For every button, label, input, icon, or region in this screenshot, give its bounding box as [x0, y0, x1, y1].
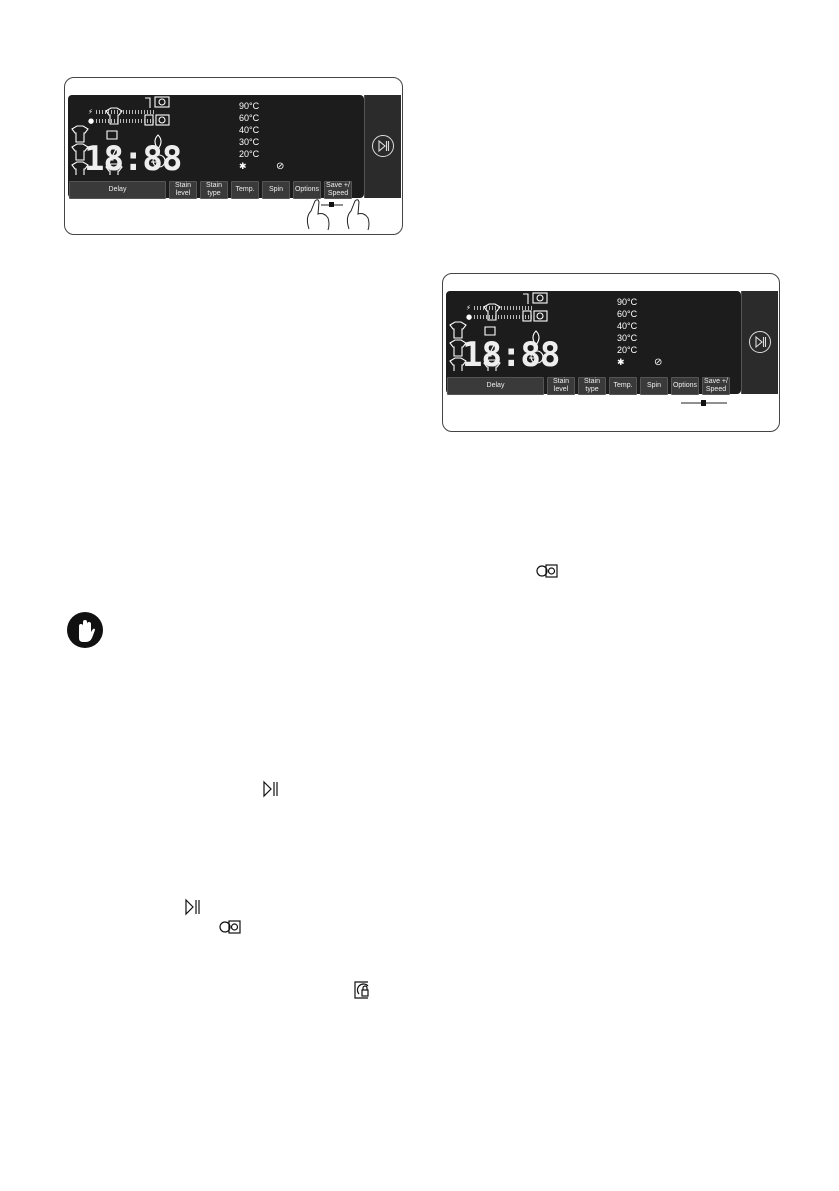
start-pause-panel: [364, 95, 401, 198]
temp-90-2: 90°C: [617, 297, 638, 307]
temp-20-2: 20°C: [617, 345, 638, 355]
start-pause-button-2[interactable]: [749, 331, 771, 353]
stain-type-button-2[interactable]: Stain type: [578, 377, 606, 395]
stain-level-button[interactable]: Stain level: [169, 181, 197, 199]
temperature-list: [239, 100, 259, 172]
control-panel-illustration-1: [64, 77, 403, 235]
delay-button[interactable]: Delay: [69, 181, 166, 199]
save-speed-button[interactable]: Save +/ Speed: [324, 181, 352, 199]
start-pause-button[interactable]: [372, 135, 394, 157]
no-spin-icon: ⊘: [276, 161, 285, 172]
temp-40: 40°C: [239, 125, 260, 135]
temperature-list-2: [617, 296, 637, 368]
child-lock-icon: [535, 562, 559, 580]
play-pause-icon: [262, 780, 280, 798]
svg-text:●: ●: [88, 117, 95, 125]
temp-button[interactable]: Temp.: [231, 181, 259, 199]
options-button[interactable]: Options: [293, 181, 321, 199]
save-speed-button-2[interactable]: Save +/ Speed: [702, 377, 730, 395]
svg-text:⚡: ⚡: [88, 108, 93, 116]
svg-text:●: ●: [466, 313, 473, 321]
spin-button-2[interactable]: Spin: [640, 377, 668, 395]
lock-indicator: [679, 398, 729, 408]
temp-60-2: 60°C: [617, 309, 638, 319]
play-pause-icon: [184, 898, 202, 916]
lock-icon: [329, 202, 334, 207]
delay-button-2[interactable]: Delay: [447, 377, 544, 395]
no-spin-icon: ⊘: [654, 357, 663, 368]
temp-20: 20°C: [239, 149, 260, 159]
snowflake-icon: ✱: [617, 357, 625, 367]
button-strip-2: [447, 377, 730, 395]
child-lock-icon: [218, 918, 242, 936]
time-display: 18:88: [84, 139, 182, 179]
door-lock-icon: [351, 980, 373, 1000]
temp-30: 30°C: [239, 137, 260, 147]
time-display-2: 18:88: [462, 335, 560, 375]
temp-60: 60°C: [239, 113, 260, 123]
temp-90: 90°C: [239, 101, 260, 111]
options-button-2[interactable]: Options: [671, 377, 699, 395]
pointing-hands-icon: [297, 193, 377, 233]
control-panel-illustration-2: [442, 273, 780, 432]
start-pause-panel-2: [741, 291, 778, 394]
svg-text:⚡: ⚡: [466, 304, 471, 312]
temp-40-2: 40°C: [617, 321, 638, 331]
snowflake-icon: ✱: [239, 161, 247, 171]
spin-button[interactable]: Spin: [262, 181, 290, 199]
hand-stop-icon: [67, 612, 103, 648]
temp-30-2: 30°C: [617, 333, 638, 343]
stain-type-button[interactable]: Stain type: [200, 181, 228, 199]
lock-icon: [701, 400, 706, 406]
progress-bars-2: [466, 303, 556, 323]
play-pause-icon: [373, 136, 393, 156]
progress-bars: [88, 107, 178, 127]
play-pause-icon: [750, 332, 770, 352]
temp-button-2[interactable]: Temp.: [609, 377, 637, 395]
stain-level-button-2[interactable]: Stain level: [547, 377, 575, 395]
